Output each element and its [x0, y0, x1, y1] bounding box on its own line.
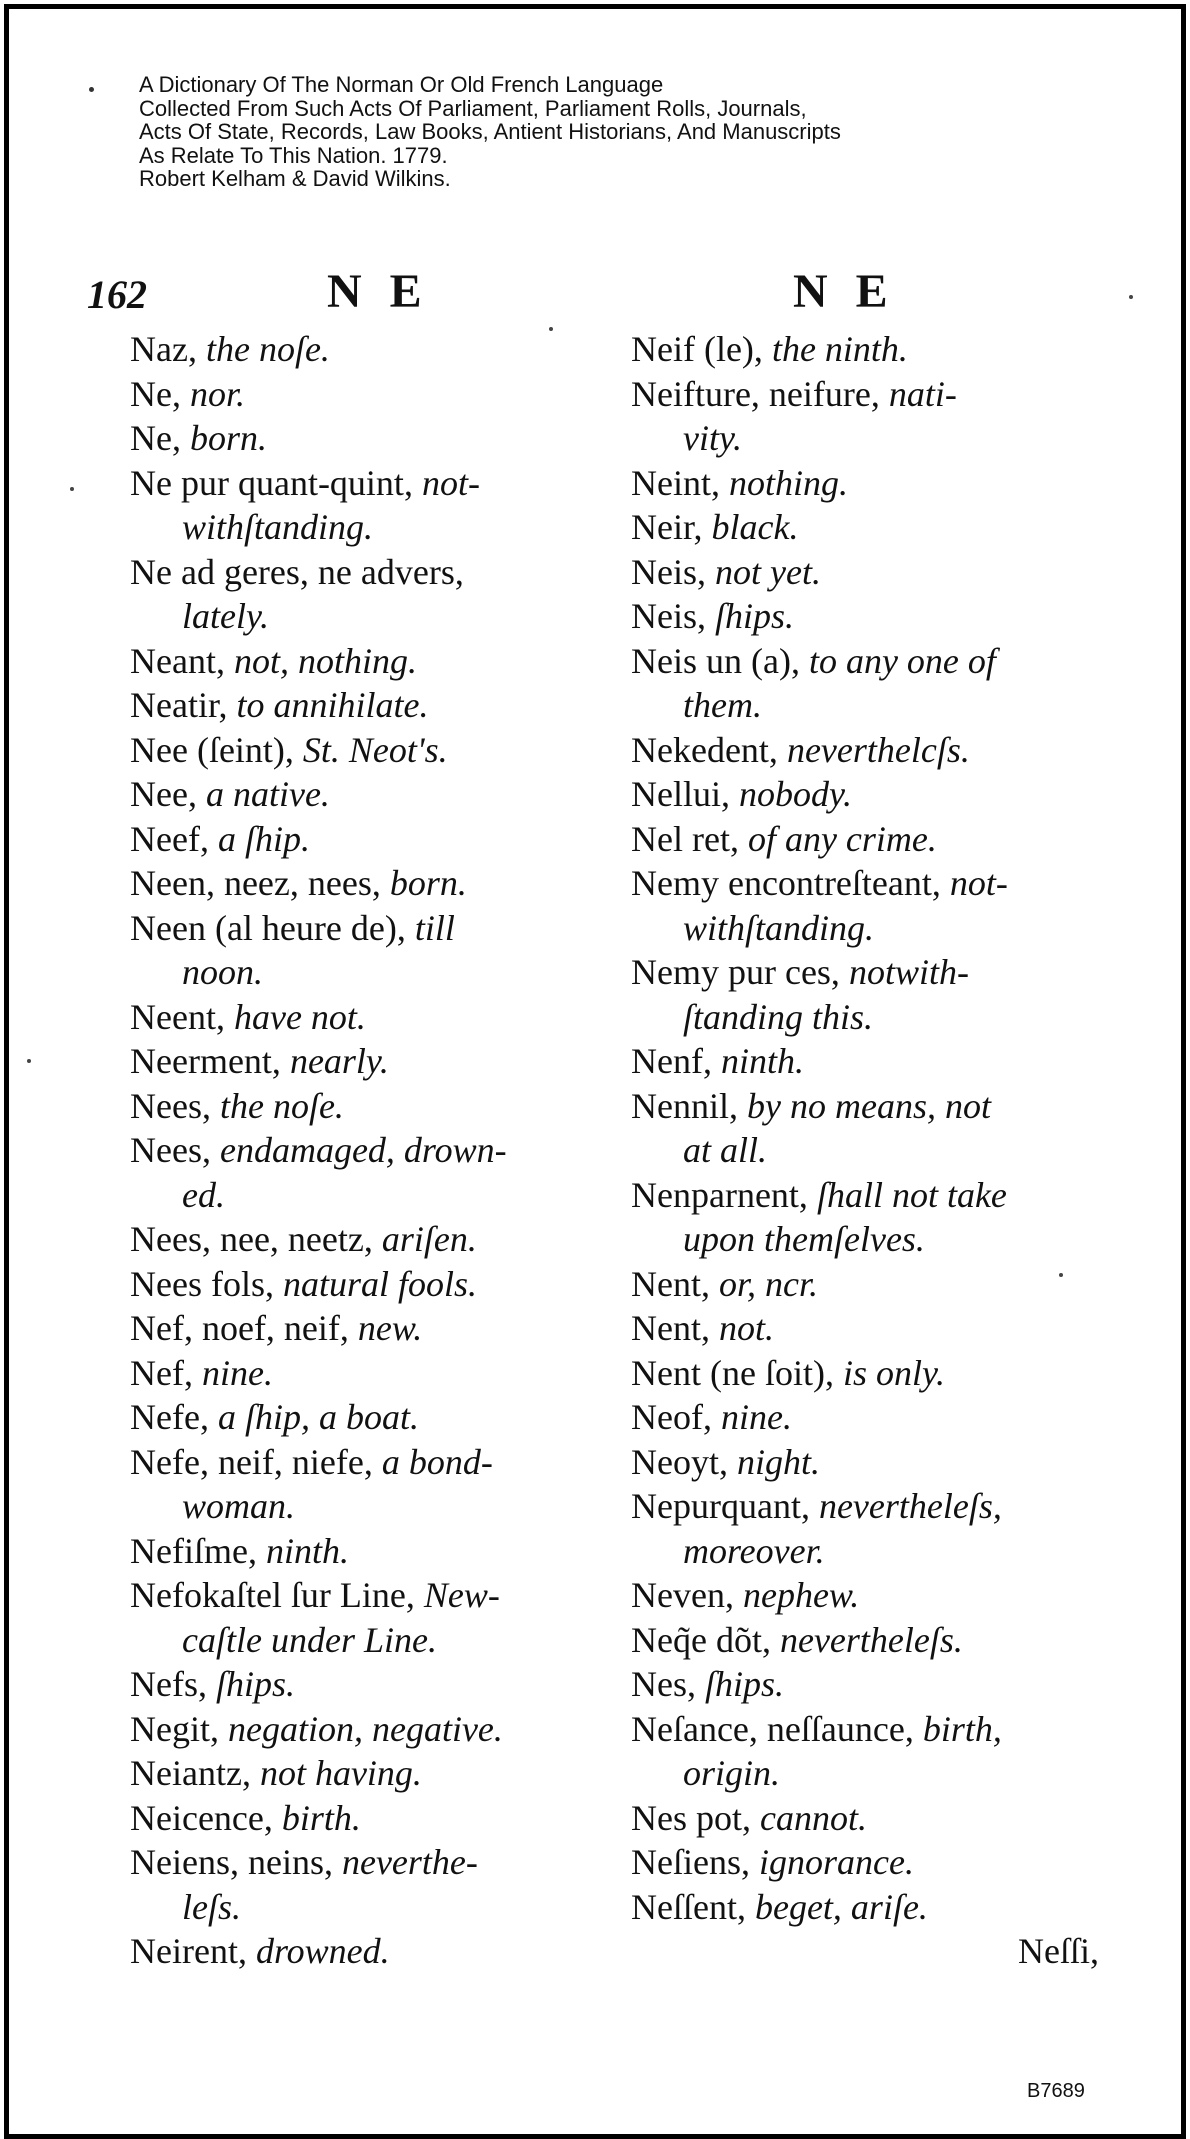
gloss: ſhall not take [816, 1174, 1007, 1215]
dictionary-entry [130, 1173, 600, 1218]
dictionary-entry [631, 1217, 1113, 1262]
dictionary-entry [130, 461, 600, 506]
headword: Neir, [631, 507, 703, 547]
gloss: new. [357, 1308, 423, 1348]
dictionary-entry [130, 1796, 600, 1841]
dictionary-entry [130, 1484, 600, 1529]
dictionary-entry [631, 594, 1113, 639]
gloss: night. [736, 1441, 820, 1482]
gloss: moreover. [683, 1530, 825, 1571]
headword: Nenf, [631, 1041, 712, 1081]
gloss: nevertheleſs. [779, 1619, 963, 1660]
gloss: birth. [281, 1797, 361, 1838]
dictionary-entry [130, 861, 600, 906]
gloss: black. [711, 507, 799, 547]
dictionary-entry [130, 1395, 600, 1440]
gloss: ſhips. [215, 1664, 295, 1704]
dictionary-entry [130, 416, 600, 461]
header-line: A Dictionary Of The Norman Or Old French Language [139, 72, 664, 97]
gloss: a bond- [381, 1441, 493, 1482]
gloss: withſtanding. [683, 907, 875, 948]
headword: Negit, [130, 1708, 219, 1749]
dictionary-entry [130, 550, 600, 595]
headword: Ne ad geres, ne advers, [130, 551, 464, 592]
dictionary-entry [130, 683, 600, 728]
dictionary-entry [631, 1707, 1113, 1752]
gloss: noon. [182, 952, 263, 992]
collection-header [139, 73, 841, 191]
gloss: ariſen. [381, 1219, 477, 1259]
gloss: nor. [189, 373, 246, 414]
ink-speck [1129, 295, 1133, 299]
gloss: not- [949, 863, 1008, 903]
headword: Neiantz, [130, 1753, 251, 1793]
headword: Nennil, [631, 1085, 738, 1126]
headword: Neicence, [130, 1797, 273, 1838]
gloss: not yet. [715, 551, 821, 592]
gloss: endamaged, drown- [219, 1130, 507, 1170]
headword: Nee (ſeint), [130, 729, 294, 770]
gloss: ninth. [265, 1530, 349, 1571]
page-frame [4, 4, 1186, 2139]
gloss: till [414, 907, 455, 948]
header-line: As Relate To This Nation. 1779. [139, 142, 448, 168]
headword: Nekedent, [631, 729, 778, 770]
gloss: them. [683, 685, 762, 725]
dictionary-entry [631, 1395, 1113, 1440]
gloss: to any one of [808, 640, 996, 681]
gloss: vity. [683, 418, 742, 458]
headword: Nent, [631, 1308, 710, 1348]
dictionary-entry [130, 1217, 600, 1262]
headword: Ne, [130, 418, 181, 458]
headword: Nellui, [631, 774, 730, 814]
headword: Ne, [130, 373, 181, 414]
dictionary-entry [130, 1885, 600, 1930]
dictionary-entry [631, 1662, 1113, 1707]
dictionary-entry [130, 995, 600, 1040]
dictionary-entry [631, 683, 1113, 728]
gloss: ignorance. [758, 1842, 914, 1882]
headword: Nee, [130, 774, 197, 814]
dictionary-entry [631, 1262, 1113, 1307]
gloss: not. [718, 1308, 774, 1348]
gloss: to annihilate. [236, 685, 429, 725]
dictionary-entry [631, 1751, 1113, 1796]
gloss: the noſe. [219, 1085, 344, 1126]
headword: Nefe, [130, 1397, 209, 1437]
gloss: negation, negative. [227, 1708, 503, 1749]
headword: Ne pur quant-quint, [130, 462, 413, 503]
dictionary-entry [631, 906, 1113, 951]
headword: Nees, nee, neetz, [130, 1219, 373, 1259]
dictionary-entry [631, 995, 1113, 1040]
dictionary-entry [631, 327, 1113, 372]
dictionary-entry [631, 1573, 1113, 1618]
headword: Neirent, [130, 1931, 247, 1971]
gloss: of any crime. [747, 818, 937, 859]
gloss: at all. [683, 1130, 768, 1170]
headword: Neq̃e dõt, [631, 1619, 771, 1660]
dictionary-entry [631, 372, 1113, 417]
gloss: or, ncr. [718, 1263, 819, 1304]
dictionary-entry [130, 1128, 600, 1173]
ink-speck [1059, 1273, 1063, 1277]
gloss: origin. [683, 1753, 781, 1793]
dictionary-entry [631, 728, 1113, 773]
dictionary-entry [130, 1662, 600, 1707]
dictionary-entry [631, 1618, 1113, 1663]
gloss: ed. [182, 1174, 225, 1215]
dictionary-entry [130, 639, 600, 684]
dictionary-entry [130, 327, 600, 372]
gloss: woman. [182, 1486, 296, 1526]
gloss: by no means, not [746, 1085, 991, 1126]
headword: Neatir, [130, 685, 228, 725]
headword: Nenparnent, [631, 1174, 808, 1215]
dictionary-entry [631, 1173, 1113, 1218]
gloss: a ſhip. [217, 818, 310, 859]
header-line: Collected From Such Acts Of Parliament, Parliament Rolls, Journals, [139, 95, 807, 121]
headword: Neof, [631, 1397, 712, 1437]
dictionary-entry [631, 1128, 1113, 1173]
dictionary-entry [631, 505, 1113, 550]
gloss: ſhips. [715, 596, 795, 636]
headword: Nes pot, [631, 1797, 751, 1838]
gloss: a native. [205, 774, 330, 814]
headword: Neif (le), [631, 329, 763, 369]
dictionary-entry [130, 950, 600, 995]
headword: Neen, neez, nees, [130, 863, 381, 903]
left-column [130, 327, 600, 1974]
running-head-left: N E [327, 265, 430, 318]
headword: Neiens, neins, [130, 1842, 333, 1882]
right-column [631, 327, 1113, 1974]
gloss: is only. [842, 1352, 945, 1393]
dictionary-entry [631, 1351, 1113, 1396]
gloss: a ſhip, a boat. [217, 1397, 419, 1437]
gloss: nephew. [742, 1575, 860, 1615]
dictionary-entry [130, 1840, 600, 1885]
headword: Nees fols, [130, 1263, 274, 1304]
dictionary-entry [631, 772, 1113, 817]
gloss: ſtanding this. [683, 996, 874, 1037]
dictionary-entry [631, 461, 1113, 506]
dictionary-entry [130, 1306, 600, 1351]
dictionary-entry [631, 550, 1113, 595]
headword: Neerment, [130, 1041, 281, 1081]
gloss: birth, [922, 1708, 1002, 1749]
gloss: neverthelcſs. [786, 729, 970, 770]
gloss: born. [389, 863, 467, 903]
dictionary-entry [631, 1484, 1113, 1529]
dictionary-entry [130, 1039, 600, 1084]
header-bullet [89, 87, 94, 92]
headword: Neſance, neſſaunce, [631, 1708, 914, 1749]
dictionary-entry [130, 1929, 600, 1974]
header-line: Acts Of State, Records, Law Books, Antient Historians, And Manuscripts [139, 119, 841, 144]
header-line: Robert Kelham & David Wilkins. [139, 166, 451, 191]
gloss: not, nothing. [233, 640, 417, 681]
dictionary-entry [631, 1440, 1113, 1485]
headword: Neant, [130, 640, 225, 681]
ink-speck [27, 1059, 31, 1063]
ink-speck [549, 327, 553, 331]
headword: Nes, [631, 1664, 696, 1704]
gloss: caſtle under Line. [182, 1619, 437, 1660]
dictionary-entry [631, 1039, 1113, 1084]
headword: Nent, [631, 1263, 710, 1304]
gloss: New- [423, 1575, 500, 1615]
gloss: nothing. [728, 462, 848, 503]
gloss: ninth. [720, 1041, 804, 1081]
dictionary-entry [631, 861, 1113, 906]
gloss: drowned. [255, 1931, 390, 1971]
headword: Nefokaſtel ſur Line, [130, 1575, 415, 1615]
dictionary-entry [631, 416, 1113, 461]
dictionary-entry [631, 1529, 1113, 1574]
dictionary-entry [130, 1440, 600, 1485]
running-head-right: N E [793, 265, 896, 318]
dictionary-entry [130, 1084, 600, 1129]
headword: Nees, [130, 1085, 211, 1126]
dictionary-entry [130, 1751, 600, 1796]
dictionary-entry [130, 728, 600, 773]
dictionary-entry [130, 372, 600, 417]
dictionary-entry [631, 1306, 1113, 1351]
gloss: the noſe. [205, 329, 330, 369]
headword: Nef, noef, neif, [130, 1308, 349, 1348]
dictionary-entry [631, 639, 1113, 684]
dictionary-entry [130, 1573, 600, 1618]
gloss: neverthe- [341, 1842, 478, 1882]
headword: Neent, [130, 996, 225, 1037]
reference-code: B7689 [1027, 2080, 1085, 2102]
dictionary-entry [130, 1351, 600, 1396]
gloss: nine. [720, 1397, 792, 1437]
gloss: notwith- [848, 952, 969, 992]
gloss: not- [421, 462, 480, 503]
headword: Nel ret, [631, 818, 739, 859]
headword: Neven, [631, 1575, 734, 1615]
gloss: withſtanding. [182, 507, 374, 547]
gloss: nevertheleſs, [818, 1486, 1002, 1526]
headword: Neis, [631, 596, 706, 636]
dictionary-entry [130, 1262, 600, 1307]
headword: Neef, [130, 818, 209, 859]
catchword [631, 1929, 1113, 1974]
ink-speck [70, 487, 74, 491]
dictionary-entry [631, 1084, 1113, 1129]
dictionary-entry [130, 505, 600, 550]
headword: Neis, [631, 551, 706, 592]
gloss: leſs. [182, 1886, 241, 1927]
gloss: natural fools. [282, 1263, 477, 1304]
dictionary-entry [631, 1840, 1113, 1885]
headword: Neſſent, [631, 1886, 746, 1927]
headword: Nemy pur ces, [631, 952, 840, 992]
dictionary-entry [631, 817, 1113, 862]
dictionary-entry [631, 950, 1113, 995]
gloss: nati- [888, 373, 957, 414]
headword: Neſſi, [1018, 1931, 1099, 1971]
gloss: nearly. [289, 1041, 389, 1081]
headword: Neen (al heure de), [130, 907, 406, 948]
gloss: not having. [259, 1753, 422, 1793]
dictionary-entry [631, 1885, 1113, 1930]
dictionary-entry [130, 1707, 600, 1752]
gloss: St. Neot's. [302, 729, 448, 770]
gloss: ſhips. [705, 1664, 785, 1704]
headword: Neifture, neifure, [631, 373, 880, 414]
headword: Neis un (a), [631, 640, 800, 681]
page-number: 162 [87, 272, 147, 317]
dictionary-entry [130, 817, 600, 862]
headword: Nefs, [130, 1664, 207, 1704]
headword: Nent (ne ſoit), [631, 1352, 834, 1393]
gloss: have not. [233, 996, 366, 1037]
dictionary-entry [631, 1796, 1113, 1841]
headword: Nees, [130, 1130, 211, 1170]
dictionary-entry [130, 772, 600, 817]
headword: Naz, [130, 329, 197, 369]
dictionary-entry [130, 594, 600, 639]
headword: Neoyt, [631, 1441, 728, 1482]
gloss: the ninth. [771, 329, 908, 369]
gloss: beget, ariſe. [754, 1886, 928, 1927]
headword: Nefe, neif, niefe, [130, 1441, 373, 1482]
dictionary-entry [130, 906, 600, 951]
headword: Nef, [130, 1352, 193, 1393]
gloss: born. [189, 418, 267, 458]
headword: Nepurquant, [631, 1486, 810, 1526]
gloss: nobody. [738, 774, 852, 814]
dictionary-entry [130, 1529, 600, 1574]
dictionary-entry [130, 1618, 600, 1663]
headword: Neint, [631, 462, 720, 503]
gloss: lately. [182, 596, 269, 636]
gloss: cannot. [760, 1797, 867, 1838]
gloss: upon themſelves. [683, 1219, 925, 1259]
headword: Nefiſme, [130, 1530, 257, 1571]
gloss: nine. [201, 1352, 273, 1393]
headword: Neſiens, [631, 1842, 750, 1882]
headword: Nemy encontreſteant, [631, 863, 941, 903]
